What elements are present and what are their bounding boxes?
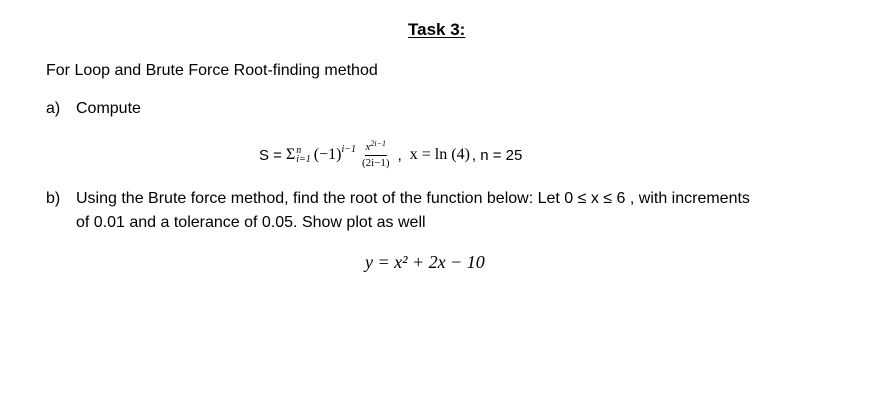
part-b-line2: of 0.01 and a tolerance of 0.05. Show plot as well [76, 214, 426, 231]
sign-exponent: i−1 [341, 143, 356, 155]
formula-lhs: S = [259, 146, 282, 164]
part-b-label: b) [46, 190, 61, 207]
sum-symbol: Σ [285, 146, 296, 163]
series-fraction [362, 141, 390, 169]
fraction-denominator: (2i−1) [362, 157, 390, 169]
section-subtitle: For Loop and Brute Force Root-finding method [46, 62, 378, 79]
part-a-text: Compute [76, 100, 141, 117]
task-title: Task 3: [408, 20, 466, 39]
series-formula [259, 138, 522, 172]
part-a-label: a) [46, 100, 61, 117]
sum-lower-limit: i=1 [296, 154, 311, 165]
sum-upper-limit: n [296, 145, 302, 156]
fraction-numerator-exponent: 2i−1 [370, 139, 387, 148]
x-definition: x = ln (4) [409, 146, 470, 163]
fraction-numerator: x [365, 141, 371, 153]
formula-comma: , [397, 146, 402, 164]
part-b-line1: Using the Brute force method, find the root of the function below: Let 0 ≤ x ≤ 6 , with increments [76, 190, 750, 207]
n-definition: , n = 25 [471, 146, 523, 164]
sign-term: (−1) [313, 146, 342, 163]
brute-force-equation: y = x² + 2x − 10 [365, 252, 485, 272]
